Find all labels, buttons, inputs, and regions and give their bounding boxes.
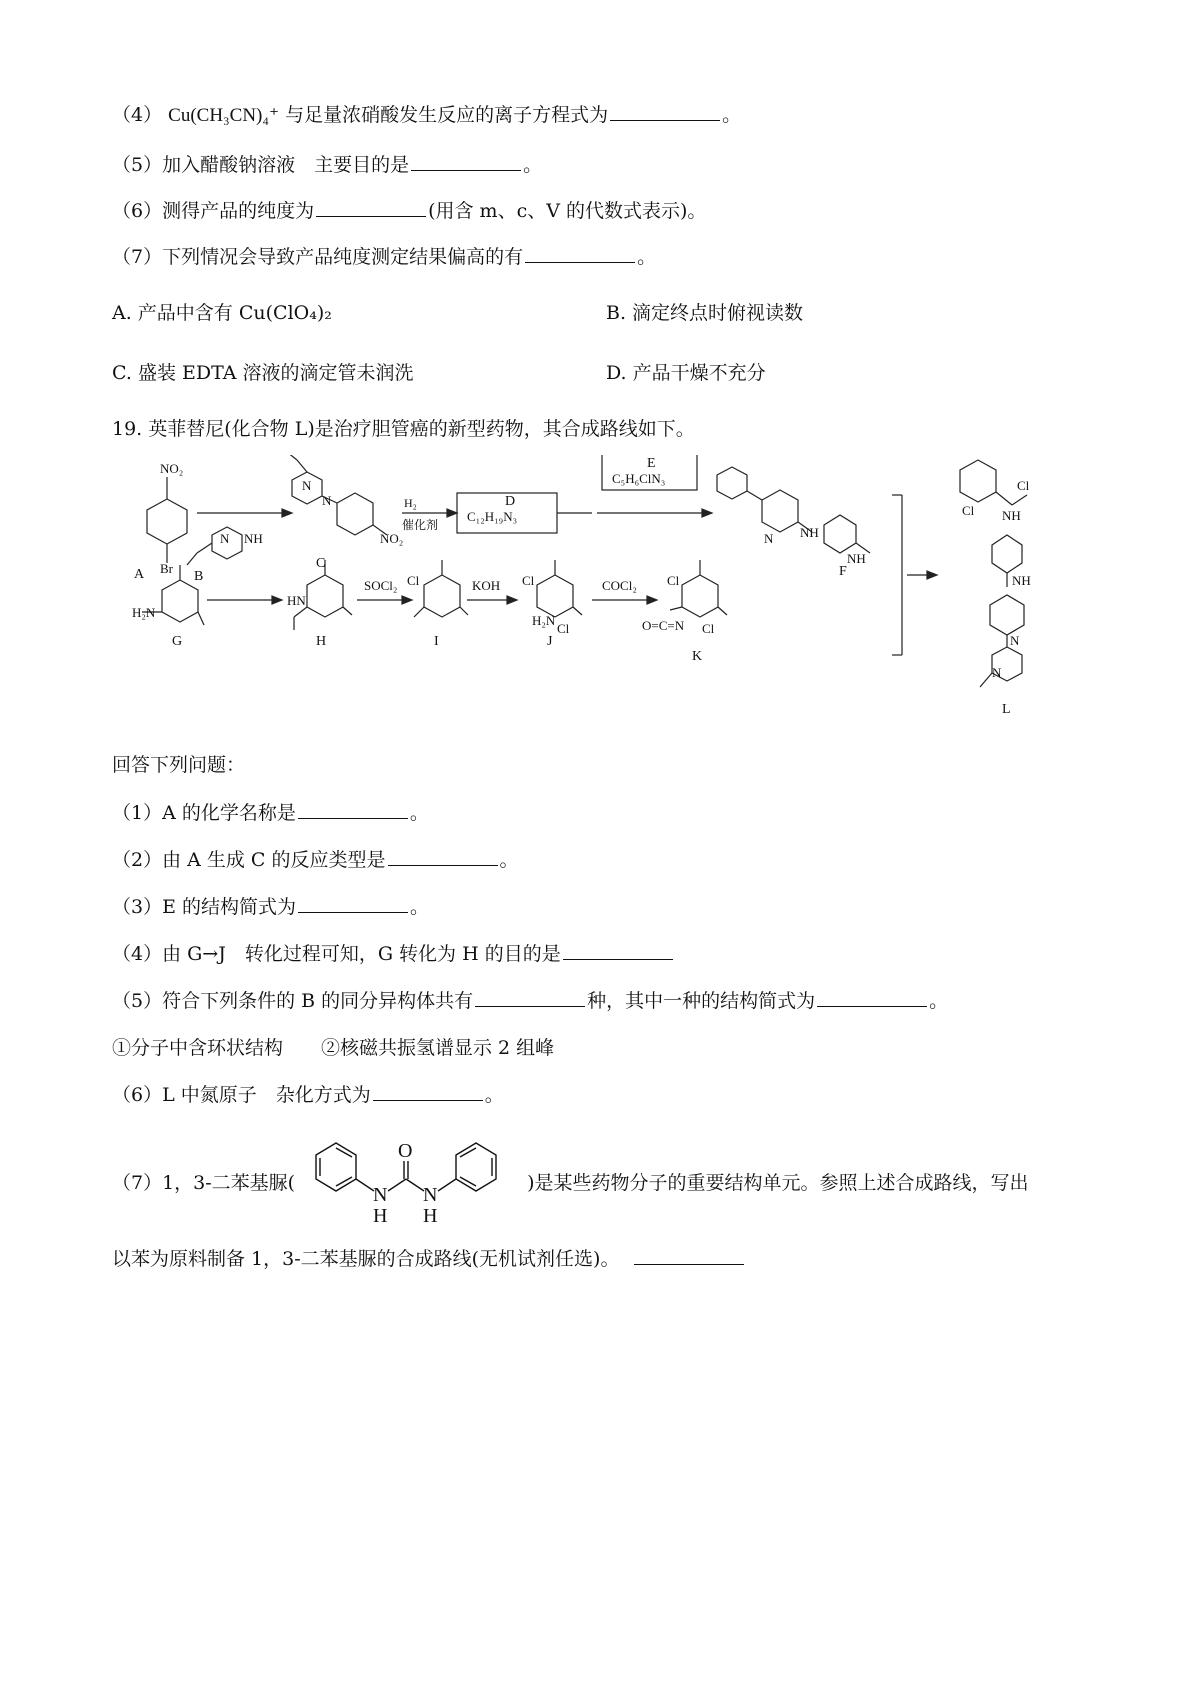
q19-6-text: （6）L 中氮原子 杂化方式为 [112,1084,371,1106]
compound-label-l: L [1002,702,1011,717]
q18-4-line [112,102,741,129]
svg-text:Cl: Cl [962,503,975,518]
svg-text:O=C=N: O=C=N [642,618,685,633]
q18-7-end: 。 [637,246,657,268]
q19-title: 19. 英菲替尼(化合物 L)是治疗胆管癌的新型药物，其合成路线如下。 [112,418,695,440]
q19-2-text: （2）由 A 生成 C 的反应类型是 [112,849,386,871]
option-b[interactable]: B. 滴定终点时俯视读数 [606,302,804,324]
option-a-formula: Cu(ClO₄)₂ [238,302,332,324]
reagent-cocl2: COCl₂ [602,578,637,593]
diphenylurea-structure [306,1125,538,1225]
q18-4-text: 与足量浓硝酸发生反应的离子方程式为 [285,104,609,126]
q19-4-text: （4）由 G→J 转化过程可知，G 转化为 H 的目的是 [112,943,561,965]
q18-6-tail: (用含 m、c、V 的代数式表示)。 [428,200,707,222]
synthesis-scheme [112,455,1112,725]
compound-label-e: E [647,456,656,471]
q19-5-mid: 种，其中一种的结构简式为 [587,990,816,1012]
q19-6-line [112,1082,504,1108]
q18-6-line [112,198,706,224]
answer-blank[interactable] [388,847,498,866]
reagent-h2: H₂ [404,496,417,510]
svg-text:N: N [322,493,332,508]
option-a[interactable] [112,300,332,326]
q19-7-text-b: )是某些药物分子的重要结构单元。参照上述合成路线，写出 [527,1172,1029,1194]
q18-6-text: （6）测得产品的纯度为 [112,200,315,222]
svg-text:O: O [398,1140,413,1162]
svg-text:Cl: Cl [407,573,420,588]
svg-text:N: N [764,531,774,546]
q19-4-line [112,941,675,967]
svg-text:N: N [992,665,1002,680]
q18-7-line [112,244,656,270]
d-formula: C₁₂H₁₉N₃ [467,509,518,524]
compound-label-j: J [547,634,553,649]
compound-label-h: H [316,634,327,649]
svg-text:N: N [1010,633,1020,648]
q19-1-line [112,800,429,826]
q19-6-end: 。 [484,1084,504,1106]
q18-5-text: （5）加入醋酸钠溶液 主要目的是 [112,154,410,176]
answer-blank[interactable] [563,941,673,960]
svg-text:N: N [423,1184,438,1206]
e-formula: C₅H₆ClN₃ [612,471,666,486]
q19-5-end: 。 [929,990,949,1012]
q19-5-conditions: ①分子中含环状结构 ②核磁共振氢谱显示 2 组峰 [112,1037,555,1059]
compound-label-a: A [134,567,145,582]
svg-text:Cl: Cl [1017,478,1030,493]
q19-1-end: 。 [409,802,429,824]
answer-blank[interactable] [373,1082,483,1101]
answer-blank[interactable] [817,988,927,1007]
q18-4-formula: Cu(CH₃CN)₄⁺ [168,105,280,126]
answer-blank[interactable] [610,102,720,121]
q19-1-text: （1）A 的化学名称是 [112,802,296,824]
answer-blank[interactable] [525,244,635,263]
compound-label-i: I [434,634,439,649]
svg-text:Cl: Cl [557,621,570,636]
answer-blank[interactable] [475,988,585,1007]
q19-7-line [112,1170,1029,1196]
option-d[interactable]: D. 产品干燥不充分 [606,362,766,384]
answer-blank[interactable] [298,894,408,913]
q18-7-text: （7）下列情况会导致产品纯度测定结果偏高的有 [112,246,524,268]
svg-text:N: N [302,478,312,493]
q19-7-text-a: （7）1，3-二苯基脲( [112,1172,296,1194]
q19-3-text: （3）E 的结构简式为 [112,896,296,918]
q19-5-line [112,988,948,1014]
reagent-koh: KOH [472,578,501,593]
q18-5-line [112,152,542,178]
option-a-label: A. 产品中含有 [112,302,233,324]
q19-3-line [112,894,429,920]
q19-2-end: 。 [499,849,519,871]
q19-3-end: 。 [410,896,430,918]
answer-intro: 回答下列问题： [112,754,246,776]
compound-label-d: D [505,494,516,509]
svg-text:NH: NH [1002,508,1021,523]
compound-label-g: G [172,634,183,649]
compound-label-k: K [692,649,703,664]
answer-blank[interactable] [298,800,408,819]
svg-text:Cl: Cl [522,573,535,588]
svg-text:NH: NH [800,525,819,540]
compound-label-b: B [194,569,204,584]
option-c[interactable]: C. 盛装 EDTA 溶液的滴定管未润洗 [112,362,414,384]
svg-text:Cl: Cl [702,621,715,636]
svg-text:H: H [373,1205,388,1225]
q19-7-text-c: 以苯为原料制备 1，3-二苯基脲的合成路线(无机试剂任选)。 [112,1248,620,1270]
compound-label-f: F [839,564,847,579]
svg-text:NH: NH [847,551,866,566]
q19-7-line-2 [112,1246,746,1272]
svg-text:Br: Br [160,561,173,576]
q18-4-prefix: （4） [112,104,163,126]
answer-blank[interactable] [411,152,521,171]
answer-blank[interactable] [316,198,426,217]
reagent-catalyst: 催化剂 [402,518,439,532]
svg-text:N: N [220,531,230,546]
svg-text:NO₂: NO₂ [380,531,404,546]
svg-text:NH: NH [244,531,263,546]
compound-label-c: C [316,556,326,571]
svg-text:HN: HN [287,593,306,608]
reagent-socl2: SOCl₂ [364,578,398,593]
svg-text:NO₂: NO₂ [160,461,184,476]
svg-text:N: N [373,1184,388,1206]
svg-text:Cl: Cl [667,573,680,588]
answer-blank[interactable] [634,1246,744,1265]
svg-text:H: H [423,1205,438,1225]
svg-text:H₂N: H₂N [532,613,556,628]
q19-5-text: （5）符合下列条件的 B 的同分异构体共有 [112,990,474,1012]
svg-text:H₂N: H₂N [132,605,156,620]
q19-2-line [112,847,519,873]
q18-4-end: 。 [722,104,742,126]
q18-5-end: 。 [523,154,543,176]
svg-text:NH: NH [1012,573,1031,588]
